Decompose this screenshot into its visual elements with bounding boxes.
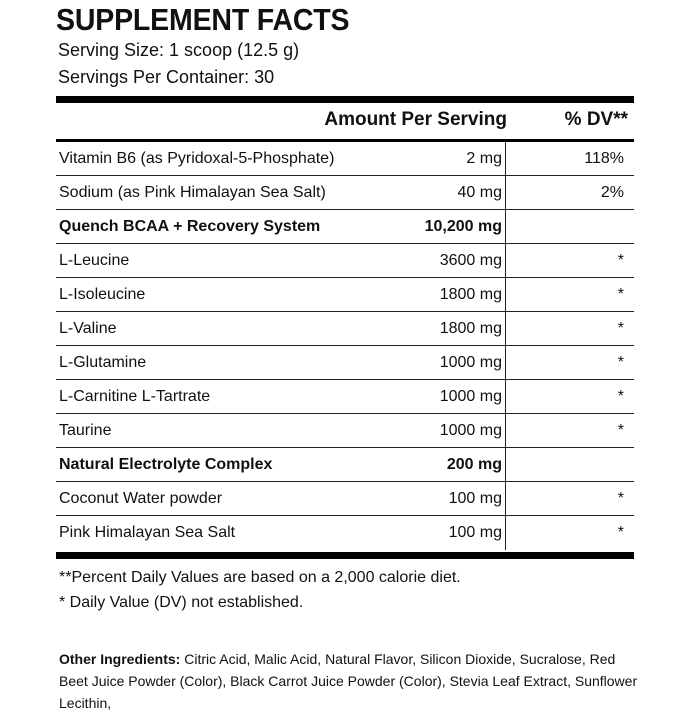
nutrient-row: [56, 210, 634, 244]
nutrient-name: Sodium (as Pink Himalayan Sea Salt): [59, 184, 326, 201]
nutrient-name: Pink Himalayan Sea Salt: [59, 524, 236, 541]
other-ingredients: [59, 648, 639, 714]
nutrient-name: Quench BCAA + Recovery System: [59, 218, 321, 235]
nutrient-amount: 100 mg: [448, 490, 502, 507]
nutrient-row: [56, 312, 634, 346]
nutrient-amount: 100 mg: [448, 524, 502, 541]
nutrient-name: Natural Electrolyte Complex: [59, 456, 273, 473]
column-divider: [505, 210, 506, 244]
top-thick-rule: [56, 96, 634, 103]
panel-title: SUPPLEMENT FACTS: [56, 2, 350, 37]
nutrient-name: L-Valine: [59, 320, 117, 337]
nutrient-daily-value: 118%: [584, 150, 624, 167]
nutrient-amount: 1000 mg: [439, 354, 502, 371]
serving-size: Serving Size: 1 scoop (12.5 g): [58, 40, 300, 60]
column-divider: [505, 482, 506, 516]
footnote-daily-values: **Percent Daily Values are based on a 2,000 calorie diet.: [59, 569, 461, 586]
nutrient-daily-value: 2%: [600, 184, 624, 201]
nutrient-daily-value: *: [617, 286, 624, 303]
nutrient-daily-value: *: [617, 422, 624, 439]
other-ingredients-label: Other Ingredients:: [59, 651, 181, 667]
nutrient-row: [56, 176, 634, 210]
nutrient-daily-value: *: [617, 252, 624, 269]
column-divider: [505, 414, 506, 448]
column-divider: [505, 516, 506, 550]
nutrient-amount: 1000 mg: [439, 422, 502, 439]
nutrient-name: L-Isoleucine: [59, 286, 146, 303]
column-divider: [505, 346, 506, 380]
footnote-not-established: * Daily Value (DV) not established.: [59, 594, 304, 611]
column-divider: [505, 278, 506, 312]
nutrient-daily-value: *: [617, 354, 624, 371]
nutrient-row: [56, 244, 634, 278]
column-divider: [505, 244, 506, 278]
nutrient-amount: 10,200 mg: [424, 218, 502, 235]
nutrient-row: [56, 414, 634, 448]
nutrient-name: L-Carnitine L-Tartrate: [59, 388, 211, 405]
other-ingredients-text: Citric Acid, Malic Acid, Natural Flavor, Silicon Dioxide, Sucralose, Red Beet Juice Powder (Color), Black Carrot Juice Powder (Color), Stevia Leaf Extract, Sunflower Lecithin,: [59, 651, 638, 711]
nutrient-amount: 1800 mg: [439, 320, 502, 337]
nutrient-row: [56, 278, 634, 312]
nutrient-name: L-Glutamine: [59, 354, 147, 371]
nutrient-amount: 1000 mg: [439, 388, 502, 405]
header-amount-per-serving: Amount Per Serving: [324, 109, 507, 130]
bottom-thick-rule: [56, 552, 634, 559]
nutrient-name: Taurine: [59, 422, 112, 439]
nutrient-daily-value: *: [617, 524, 624, 541]
column-divider: [505, 176, 506, 210]
nutrient-row: [56, 380, 634, 414]
nutrient-amount: 3600 mg: [439, 252, 502, 269]
nutrient-amount: 40 mg: [457, 184, 502, 201]
column-divider: [505, 312, 506, 346]
nutrient-name: Coconut Water powder: [59, 490, 223, 507]
column-divider: [505, 142, 506, 176]
nutrient-row: [56, 448, 634, 482]
nutrient-daily-value: *: [617, 490, 624, 507]
column-divider: [505, 380, 506, 414]
nutrient-amount: 2 mg: [466, 150, 502, 167]
column-divider: [505, 448, 506, 482]
nutrient-row: [56, 482, 634, 516]
nutrient-daily-value: *: [617, 388, 624, 405]
nutrient-name: Vitamin B6 (as Pyridoxal-5-Phosphate): [59, 150, 335, 167]
nutrient-row: [56, 516, 634, 550]
header-percent-dv: % DV**: [564, 109, 628, 130]
nutrient-name: L-Leucine: [59, 252, 130, 269]
nutrient-daily-value: *: [617, 320, 624, 337]
nutrient-row: [56, 142, 634, 176]
servings-per-container: Servings Per Container: 30: [58, 67, 275, 87]
nutrient-row: [56, 346, 634, 380]
nutrient-amount: 200 mg: [446, 456, 502, 473]
nutrient-amount: 1800 mg: [439, 286, 502, 303]
